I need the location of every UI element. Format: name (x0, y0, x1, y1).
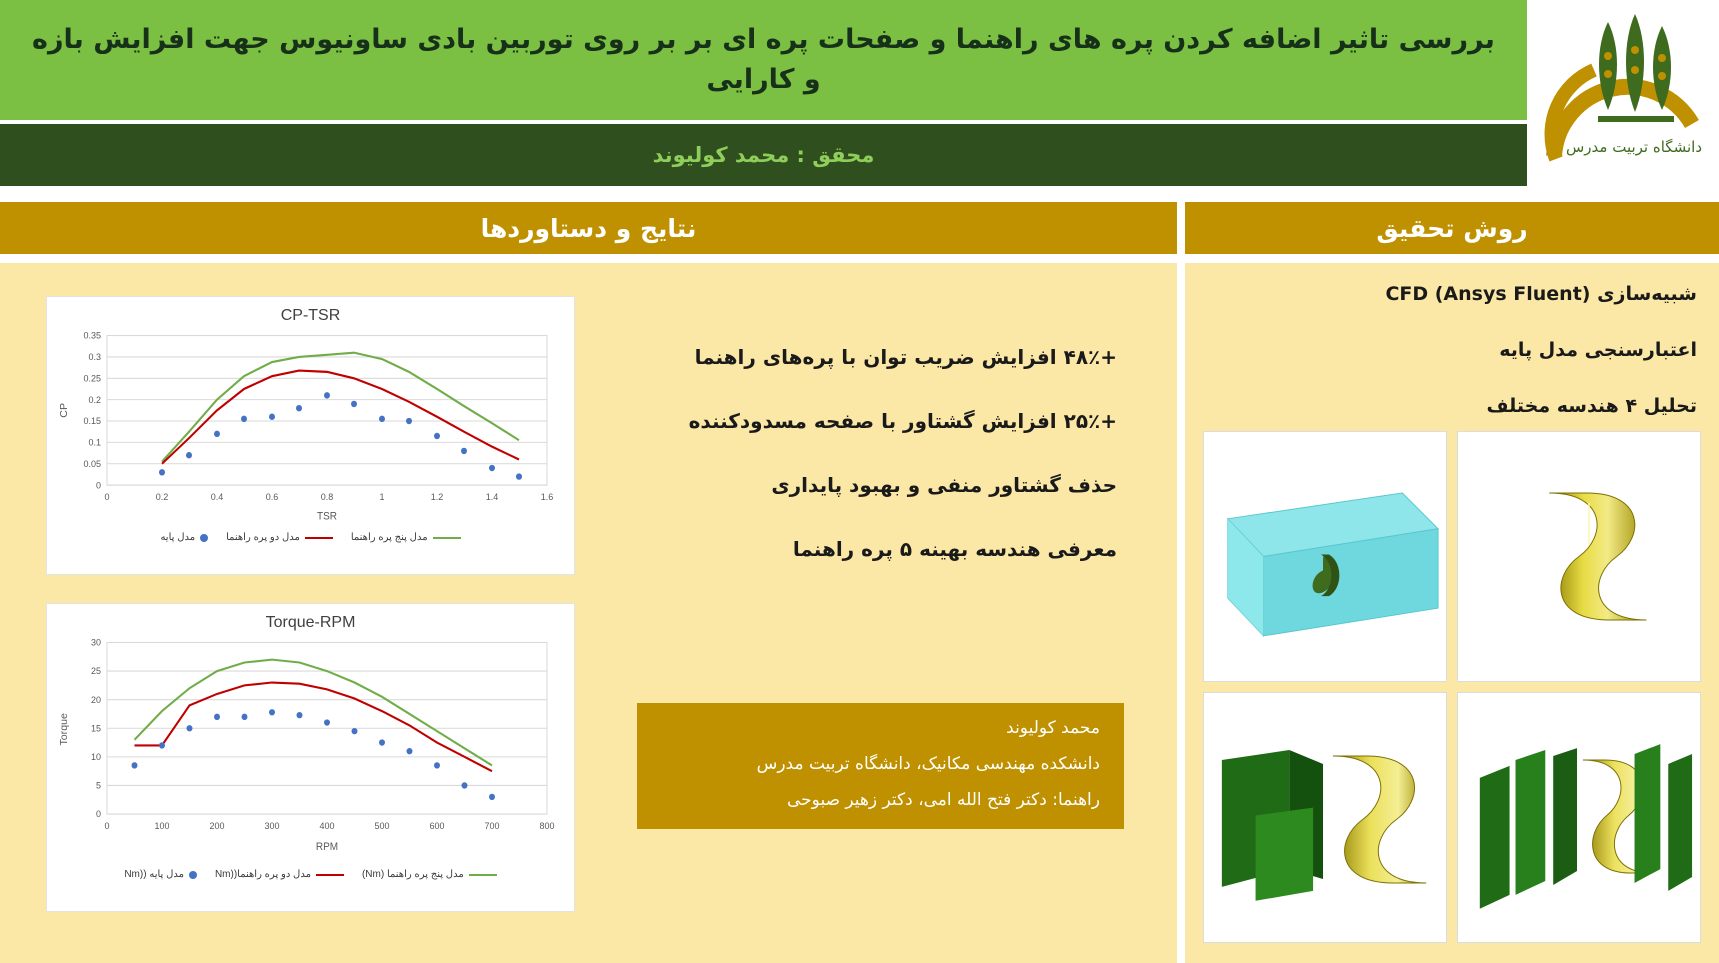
plot-svg-cp-tsr (47, 327, 574, 530)
legend-label-base-torque: مدل پایه ((Nm (124, 869, 184, 880)
svg-text:0.2: 0.2 (88, 394, 101, 405)
finding-item-3: حذف گشتاور منفی و بهبود پایداری (771, 473, 1117, 497)
geometry-domain-with-rotor (1203, 431, 1447, 682)
geometry-domain-with-rotor-icon (1204, 432, 1446, 681)
svg-text:0.05: 0.05 (83, 458, 101, 470)
geometry-grid (1203, 431, 1701, 943)
svg-text:1.6: 1.6 (540, 491, 554, 503)
svg-text:1: 1 (379, 491, 385, 503)
contact-box (637, 703, 1124, 829)
svg-text:0.6: 0.6 (265, 491, 279, 503)
legend-label-two-vane: مدل دو پره راهنما (226, 532, 300, 543)
geometry-savonius-rotor-icon (1458, 432, 1700, 681)
legend-item-base-torque (124, 869, 197, 880)
chart-legend-cp-tsr (47, 532, 574, 543)
method-panel (1185, 263, 1719, 963)
geometry-savonius-rotor (1457, 431, 1701, 682)
legend-item-five-vane-torque (362, 869, 497, 880)
svg-text:600: 600 (429, 820, 445, 831)
section-header-results-label: نتایج و دستاوردها (480, 213, 697, 243)
method-item-2: اعتبارسنجی مدل پایه (1499, 339, 1697, 361)
svg-text:0: 0 (104, 820, 110, 831)
svg-text:5: 5 (95, 780, 101, 791)
method-list (1203, 283, 1697, 451)
svg-text:30: 30 (91, 637, 101, 648)
svg-text:0.1: 0.1 (88, 437, 101, 448)
finding-item-2: +۲۵٪ افزایش گشتاور با صفحه مسدودکننده (688, 409, 1117, 433)
results-panel (0, 263, 1177, 963)
finding-item-4: معرفی هندسه بهینه ۵ پره راهنما (792, 537, 1117, 561)
findings-list (657, 343, 1117, 599)
geometry-rotor-with-deflector-icon (1204, 693, 1446, 942)
legend-swatch-base-torque (189, 871, 197, 879)
svg-text:0: 0 (96, 480, 101, 491)
logo-text: دانشگاه تربیت مدرس (1566, 138, 1702, 156)
svg-text:25: 25 (91, 666, 101, 677)
svg-text:200: 200 (209, 820, 225, 831)
svg-text:300: 300 (264, 820, 280, 831)
svg-text:0.3: 0.3 (88, 351, 101, 363)
svg-text:0.15: 0.15 (83, 415, 101, 427)
svg-text:10: 10 (91, 751, 101, 763)
legend-swatch-base (200, 534, 208, 542)
svg-text:500: 500 (374, 820, 390, 831)
author-label: محقق : محمد کولیوند (652, 143, 875, 167)
plot-area-cp-tsr (47, 327, 574, 530)
legend-label-five-vane: مدل پنج پره راهنما (350, 532, 428, 543)
section-header-method-label: روش تحقیق (1376, 213, 1528, 243)
svg-text:0.8: 0.8 (320, 491, 334, 503)
svg-text:100: 100 (154, 820, 170, 831)
author-bar (0, 124, 1527, 186)
poster-title-bar (0, 0, 1527, 120)
svg-text:1.4: 1.4 (485, 491, 499, 503)
svg-text:RPM: RPM (315, 841, 339, 854)
method-item-1: شبیه‌سازی CFD (Ansys Fluent) (1385, 283, 1697, 305)
svg-text:0.4: 0.4 (210, 491, 224, 503)
chart-card-cp-tsr (46, 296, 575, 575)
svg-text:15: 15 (91, 723, 101, 734)
svg-text:0.2: 0.2 (155, 491, 169, 503)
chart-legend-torque-rpm (47, 869, 574, 880)
university-logo (1527, 0, 1719, 188)
legend-label-base: مدل پایه (160, 532, 196, 543)
contact-name: محمد کولیوند (1006, 718, 1100, 738)
svg-text:800: 800 (539, 820, 555, 831)
svg-text:CP: CP (59, 402, 70, 418)
chart-title-torque-rpm: Torque-RPM (265, 614, 356, 631)
page-title: بررسی تاثیر اضافه کردن پره های راهنما و صفحات پره ای بر بر روی توربین بادی ساونیوس جهت افزایش بازه و کارایی (32, 23, 1495, 95)
legend-item-base (160, 532, 208, 543)
chart-card-torque-rpm (46, 603, 575, 912)
svg-text:20: 20 (91, 694, 101, 705)
method-item-3: تحلیل ۴ هندسه مختلف (1486, 395, 1697, 417)
legend-label-two-vane-torque: مدل دو پره راهنما((Nm (214, 869, 311, 880)
svg-text:0: 0 (95, 808, 101, 820)
legend-item-two-vane (226, 532, 333, 543)
plot-svg-torque-rpm (47, 634, 574, 867)
finding-item-1: +۴۸٪ افزایش ضریب توان با پره‌های راهنما (694, 345, 1117, 369)
legend-label-five-vane-torque: مدل پنج پره راهنما (Nm) (361, 869, 464, 880)
contact-affiliation: دانشکده مهندسی مکانیک، دانشگاه تربیت مدرس (756, 754, 1100, 775)
chart-title-cp-tsr: CP-TSR (280, 307, 341, 324)
university-logo-icon (1534, 4, 1712, 184)
contact-supervisors: راهنما: دکتر فتح الله امی، دکتر زهیر صبوحی (786, 790, 1100, 811)
legend-item-two-vane-torque (215, 869, 344, 880)
svg-text:Torque: Torque (59, 713, 70, 746)
section-header-method (1185, 202, 1719, 254)
geometry-rotor-with-deflector (1203, 692, 1447, 943)
svg-text:400: 400 (319, 820, 335, 831)
legend-swatch-five-vane-torque (469, 874, 497, 876)
svg-text:0.25: 0.25 (83, 373, 101, 384)
legend-swatch-two-vane-torque (316, 874, 344, 876)
legend-swatch-five-vane (433, 537, 461, 539)
legend-swatch-two-vane (305, 537, 333, 539)
svg-text:700: 700 (484, 820, 500, 831)
geometry-rotor-with-guide-vanes-icon (1458, 693, 1700, 942)
svg-text:0: 0 (104, 491, 110, 503)
plot-area-torque-rpm (47, 634, 574, 867)
legend-item-five-vane (351, 532, 461, 543)
geometry-rotor-with-guide-vanes (1457, 692, 1701, 943)
svg-text:0.35: 0.35 (83, 330, 101, 341)
svg-text:TSR: TSR (317, 511, 337, 523)
section-header-results (0, 202, 1177, 254)
svg-text:1.2: 1.2 (430, 491, 444, 503)
